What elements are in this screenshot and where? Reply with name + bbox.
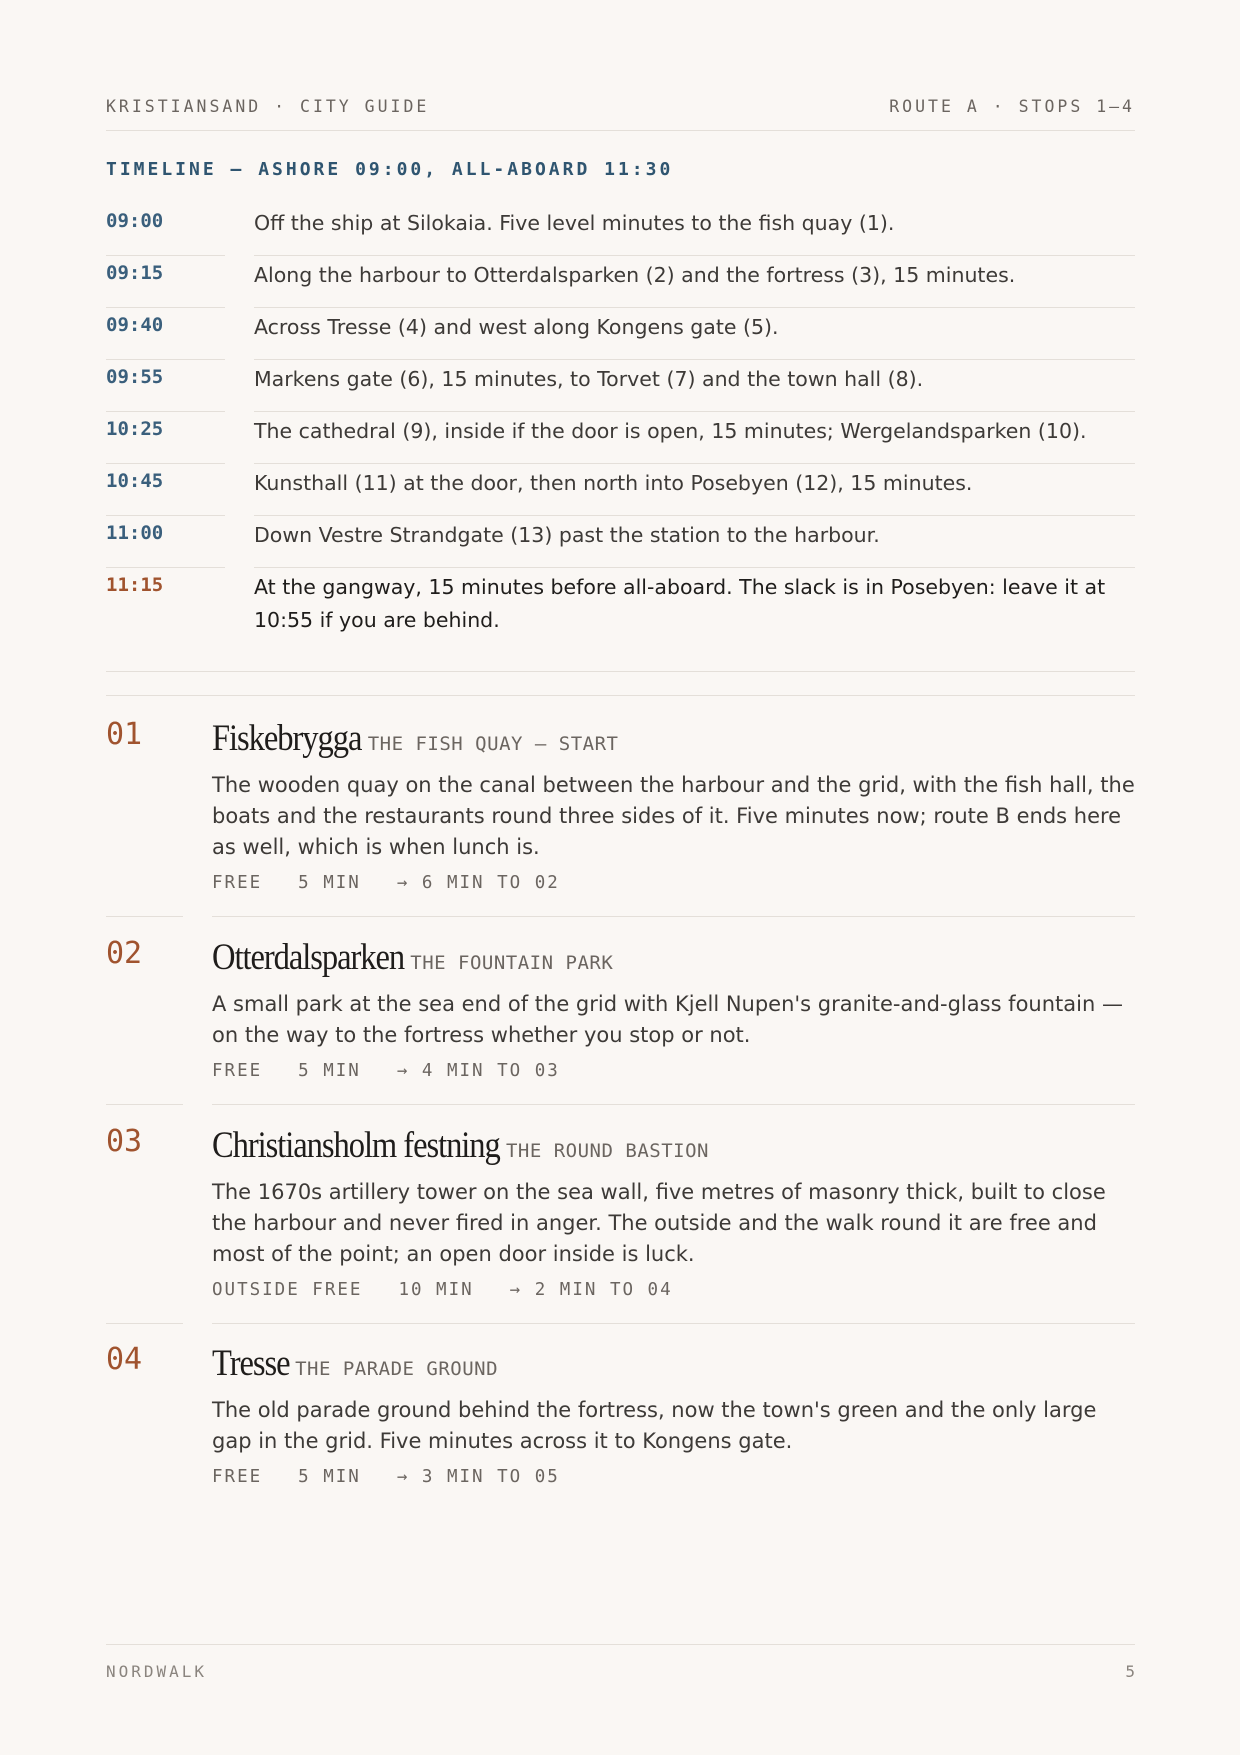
timeline-time: 09:00 (106, 204, 225, 256)
guide-page (106, 0, 1135, 1755)
stop-heading (212, 1124, 1135, 1167)
timeline-text: Kunsthall (11) at the door, then north into Posebyen (12), 15 minutes. (254, 464, 1135, 516)
stop-next: → 4 MIN TO 03 (396, 1061, 560, 1081)
timeline-time: 10:25 (106, 412, 225, 464)
stop-heading (212, 1342, 1135, 1385)
timeline-time: 09:15 (106, 256, 225, 308)
stop-heading (212, 717, 1135, 760)
stop-meta (212, 1467, 1135, 1487)
timeline-time: 11:00 (106, 516, 225, 568)
timeline-text: At the gangway, 15 minutes before all-aboard. The slack is in Posebyen: leave it at 10:55 if you are behind. (254, 575, 1106, 632)
stop-body (212, 717, 1135, 893)
timeline-row (106, 516, 1135, 568)
timeline-row (106, 412, 1135, 464)
stop-number: 01 (106, 717, 143, 752)
stop-price: FREE (212, 873, 263, 893)
timeline-row (106, 204, 1135, 256)
stop-divider (106, 1104, 183, 1105)
stop-price: FREE (212, 1061, 263, 1081)
header-guide-title: KRISTIANSAND · CITY GUIDE (106, 97, 430, 116)
section-divider (106, 671, 1135, 672)
stop-duration: 5 MIN (298, 1061, 361, 1081)
timeline-text: Across Tresse (4) and west along Kongens gate (5). (254, 308, 1135, 360)
stop-meta (212, 873, 1135, 893)
stop-number: 03 (106, 1124, 143, 1159)
timeline-heading: TIMELINE — ASHORE 09:00, ALL-ABOARD 11:30 (106, 159, 674, 180)
timeline-row (106, 464, 1135, 516)
timeline-time-gangway: 11:15 (106, 574, 164, 596)
stop-duration: 5 MIN (298, 1467, 361, 1487)
timeline-text: Off the ship at Silokaia. Five level minutes to the fish quay (1). (254, 204, 1135, 256)
page-number: 5 (1125, 1662, 1135, 1681)
stop-price: OUTSIDE FREE (212, 1280, 363, 1300)
stop-name: Fiskebrygga (212, 718, 362, 759)
stop-name: Otterdalsparken (212, 937, 405, 978)
stop-subtitle: THE PARADE GROUND (295, 1358, 499, 1380)
stop-next: → 6 MIN TO 02 (396, 873, 560, 893)
stop-body (212, 1342, 1135, 1487)
stop-divider (106, 1323, 183, 1324)
section-divider (106, 695, 1135, 696)
stop-subtitle: THE FOUNTAIN PARK (410, 952, 614, 974)
stop-meta (212, 1280, 1135, 1300)
stop-subtitle: THE ROUND BASTION (505, 1140, 709, 1162)
timeline-row (106, 360, 1135, 412)
stop-next: → 2 MIN TO 04 (509, 1280, 673, 1300)
stop-body (212, 936, 1135, 1081)
stop-duration: 5 MIN (298, 873, 361, 893)
timeline-text: The cathedral (9), inside if the door is open, 15 minutes; Wergelandsparken (10). (254, 412, 1135, 464)
stop-body (212, 1124, 1135, 1300)
stop-price: FREE (212, 1467, 263, 1487)
timeline-text: Along the harbour to Otterdalsparken (2) and the fortress (3), 15 minutes. (254, 256, 1135, 308)
stop-heading (212, 936, 1135, 979)
stop-subtitle: THE FISH QUAY — START (367, 733, 619, 755)
stop-divider (106, 916, 183, 917)
header-route-label: ROUTE A · STOPS 1–4 (889, 97, 1135, 116)
stop-next: → 3 MIN TO 05 (396, 1467, 560, 1487)
stop-description: The 1670s artillery tower on the sea wall, five metres of masonry thick, built to close the harbour and never fired in anger. The outside and the walk round it are free and most of the point; an open door inside is luck. (212, 1180, 1106, 1266)
stop-number: 02 (106, 936, 143, 971)
timeline-time: 10:45 (106, 464, 225, 516)
stop-divider (212, 1323, 1135, 1324)
timeline-row (106, 308, 1135, 360)
running-footer (106, 1644, 1135, 1681)
stop-description: The old parade ground behind the fortress, now the town's green and the only large gap in the grid. Five minutes across it to Kongens gate. (212, 1398, 1097, 1453)
stop-name: Christiansholm festning (212, 1125, 500, 1166)
stop-description: A small park at the sea end of the grid with Kjell Nupen's granite-and-glass fountain — on the way to the fortress whether you stop or not. (212, 992, 1123, 1047)
stop-duration: 10 MIN (398, 1280, 474, 1300)
timeline-time: 09:40 (106, 308, 225, 360)
stop-number: 04 (106, 1342, 143, 1377)
timeline-row (106, 256, 1135, 308)
timeline-row-final (106, 568, 1135, 637)
stop-divider (212, 1104, 1135, 1105)
running-header (106, 97, 1135, 131)
timeline-text: Markens gate (6), 15 minutes, to Torvet (7) and the town hall (8). (254, 360, 1135, 412)
timeline-table (106, 204, 1135, 637)
timeline-text: Down Vestre Strandgate (13) past the station to the harbour. (254, 516, 1135, 568)
stop-divider (212, 916, 1135, 917)
timeline-time: 09:55 (106, 360, 225, 412)
stop-meta (212, 1061, 1135, 1081)
footer-brand: NORDWALK (106, 1662, 208, 1681)
stop-description: The wooden quay on the canal between the harbour and the grid, with the fish hall, the boats and the restaurants round three sides of it. Five minutes now; route B ends here as well, which is when lunch is. (212, 773, 1135, 859)
stop-name: Tresse (212, 1343, 290, 1384)
